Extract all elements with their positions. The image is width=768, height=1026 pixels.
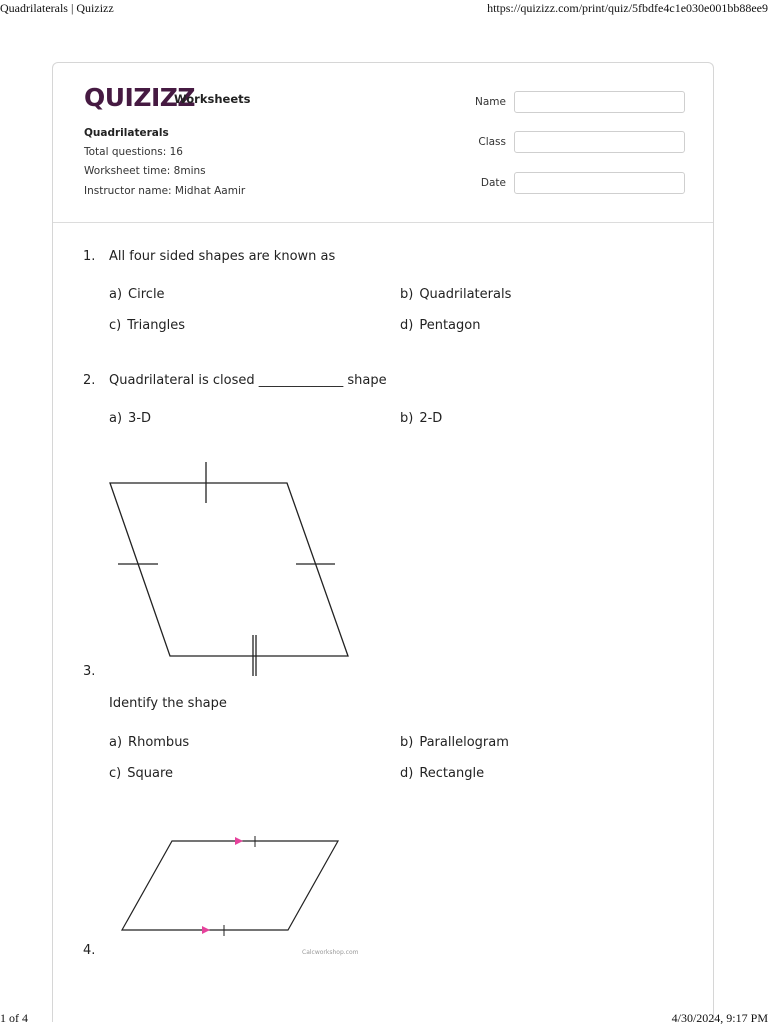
- worksheet-time: Worksheet time: 8mins: [84, 165, 206, 177]
- question-number: 3.: [83, 664, 96, 679]
- question-number: 1.: [83, 249, 96, 264]
- option-letter: a): [109, 287, 123, 302]
- question-number: 2.: [83, 373, 96, 388]
- print-header-url: https://quizizz.com/print/quiz/5fbdfe4c1e030e001bb88ee9: [487, 1, 768, 15]
- option-text: Square: [127, 766, 174, 781]
- print-footer-page: 1 of 4: [0, 1011, 28, 1025]
- question-text: Quadrilateral is closed _____________ shape: [109, 373, 387, 388]
- question-number: 4.: [83, 943, 96, 958]
- option-text: Pentagon: [419, 318, 481, 333]
- total-questions: Total questions: 16: [84, 146, 183, 158]
- option-text: Rectangle: [419, 766, 485, 781]
- option-text: Circle: [128, 287, 165, 302]
- option-letter: d): [400, 318, 414, 333]
- option-letter: b): [400, 287, 414, 302]
- option-letter: a): [109, 411, 123, 426]
- quizizz-logo: QUIZIZZ: [84, 83, 196, 112]
- class-label: Class: [478, 136, 506, 148]
- question-text: Identify the shape: [109, 696, 227, 711]
- logo-subtitle: Worksheets: [174, 92, 251, 106]
- option-text: 2-D: [419, 411, 443, 426]
- date-label: Date: [480, 177, 506, 189]
- option-letter: a): [109, 735, 123, 750]
- question-text: All four sided shapes are known as: [109, 249, 336, 264]
- instructor-name: Instructor name: Midhat Aamir: [84, 185, 246, 197]
- option-letter: b): [400, 411, 414, 426]
- option-letter: c): [109, 766, 122, 781]
- option-text: Triangles: [127, 318, 186, 333]
- parallel-arrow-icon: [202, 926, 210, 934]
- parallelogram-outline: [122, 841, 338, 930]
- print-footer-date: 4/30/2024, 9:17 PM: [671, 1011, 768, 1025]
- parallel-arrow-icon: [235, 837, 243, 845]
- print-header-title: Quadrilaterals | Quizizz: [0, 1, 114, 15]
- option-letter: c): [109, 318, 122, 333]
- option-letter: b): [400, 735, 414, 750]
- option-text: Parallelogram: [419, 735, 509, 750]
- option-letter: d): [400, 766, 414, 781]
- name-label: Name: [475, 96, 506, 108]
- option-text: 3-D: [128, 411, 152, 426]
- image-credit: Calcworkshop.com: [302, 949, 359, 956]
- option-text: Rhombus: [128, 735, 190, 750]
- option-text: Quadrilaterals: [419, 287, 512, 302]
- worksheet-title: Quadrilaterals: [84, 127, 169, 139]
